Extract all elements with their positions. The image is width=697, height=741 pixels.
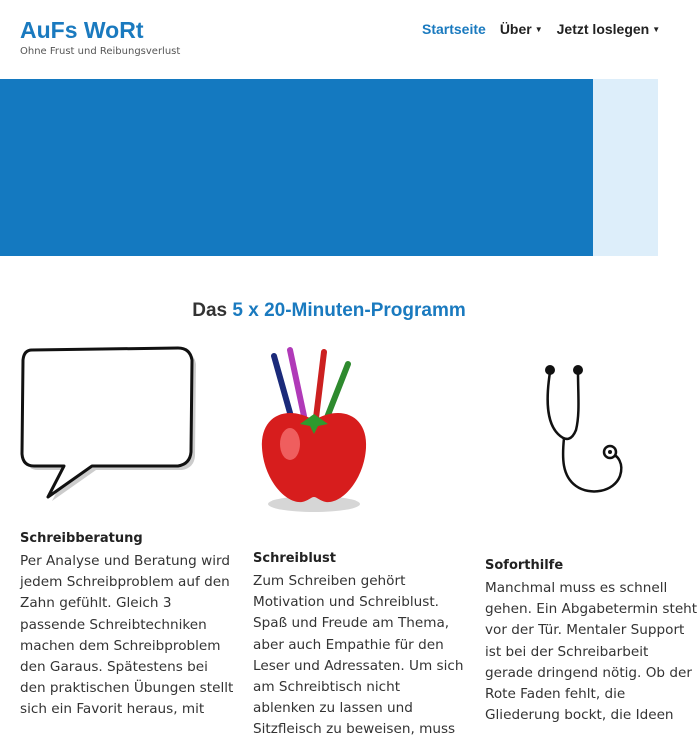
text-line: Leser und Adressaten. Um sich [253,657,464,674]
section-title-prefix: Das [192,300,233,321]
column-title: Schreibberatung [20,531,143,546]
column-title: Soforthilfe [485,558,564,573]
text-line: Gliederung bockt, die Ideen [485,707,674,724]
column-text [485,578,697,726]
column-text [253,571,468,741]
nav-item-startseite[interactable] [422,21,486,37]
hero-banner [0,79,593,256]
text-line: Per Analyse und Beratung wird [20,553,230,569]
text-line: gerade dringend nötig. Ob der [485,664,692,681]
text-line: Manchmal muss es schnell [485,580,668,596]
caret-down-icon: ▼ [534,24,543,34]
speech-bubble-icon [18,342,208,502]
text-line: den praktischen Übungen stellt [20,680,234,697]
apple-pencils-icon [256,342,376,517]
text-line: Spaß und Freude am Thema, [253,615,450,632]
nav-item-jetzt-loslegen[interactable] [557,21,661,37]
hero-side-panel [593,79,658,256]
text-line: machen dem Schreibproblem [20,637,221,654]
stethoscope-icon [536,358,636,508]
nav-item-ueber[interactable] [500,21,543,37]
site-title[interactable]: AuFs WoRt [20,17,144,43]
caret-down-icon: ▼ [652,24,661,34]
text-line: Sitzfleisch zu beweisen, muss [253,721,456,738]
text-line: Rote Faden fehlt, die [485,686,626,703]
text-line: sich ein Favorit heraus, mit [20,701,205,718]
column-schreiblust [253,551,468,741]
nav-item-label: Startseite [422,21,486,37]
text-line: ist bei der Schreibarbeit [485,643,649,660]
text-line: Zum Schreiben gehört [253,573,406,589]
site-brand[interactable] [20,16,180,57]
text-line: jedem Schreibproblem auf den [20,574,230,591]
text-line: passende Schreibtechniken [20,616,207,633]
column-title: Schreiblust [253,551,336,566]
section-title-accent: 5 x 20-Minuten-Programm [232,300,466,321]
column-soforthilfe [485,558,697,726]
text-line: aber auch Empathie für den [253,636,444,653]
text-line: gehen. Ein Abgabetermin steht [485,601,697,618]
column-text [20,551,240,721]
nav-item-label: Jetzt loslegen [556,21,650,37]
text-line: vor der Tür. Mentaler Support [485,622,685,639]
text-line: ablenken zu lassen und [253,700,413,717]
site-tagline: Ohne Frust und Reibungsverlust [20,46,181,57]
column-schreibberatung [20,531,240,721]
text-line: am Schreibtisch nicht [253,679,401,696]
main-nav [422,21,674,37]
text-line: Zahn gefühlt. Gleich 3 [20,595,172,612]
nav-item-label: Über [499,21,532,37]
text-line: den Garaus. Spätestens bei [20,659,208,676]
text-line: Motivation und Schreiblust. [253,594,439,611]
section-title [0,300,658,322]
